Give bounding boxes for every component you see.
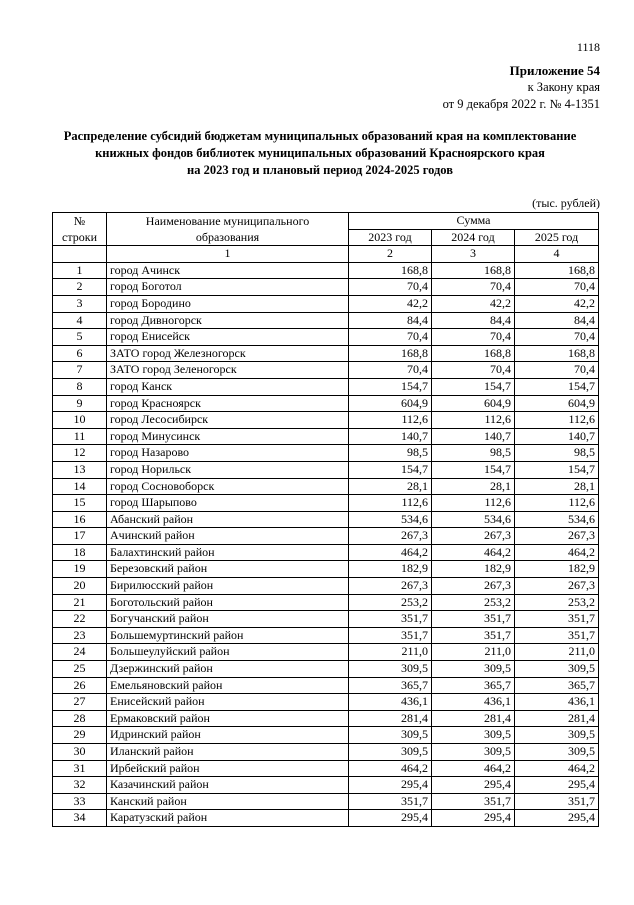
municipality-name: Бирилюсский район bbox=[107, 578, 349, 595]
amount-2024: 351,7 bbox=[432, 793, 515, 810]
amount-2025: 211,0 bbox=[515, 644, 599, 661]
amount-2024: 351,7 bbox=[432, 611, 515, 628]
row-number: 22 bbox=[53, 611, 107, 628]
amount-2023: 168,8 bbox=[349, 262, 432, 279]
amount-2025: 351,7 bbox=[515, 627, 599, 644]
municipality-name: город Ачинск bbox=[107, 262, 349, 279]
municipality-name: Большемуртинский район bbox=[107, 627, 349, 644]
row-number: 28 bbox=[53, 710, 107, 727]
table-row bbox=[53, 627, 599, 644]
amount-2023: 309,5 bbox=[349, 661, 432, 678]
header-sum: Сумма bbox=[349, 213, 599, 230]
amount-2023: 154,7 bbox=[349, 461, 432, 478]
amount-2025: 295,4 bbox=[515, 777, 599, 794]
amount-2023: 70,4 bbox=[349, 362, 432, 379]
amount-2023: 281,4 bbox=[349, 710, 432, 727]
row-number: 6 bbox=[53, 345, 107, 362]
table-row bbox=[53, 378, 599, 395]
row-number: 17 bbox=[53, 528, 107, 545]
municipality-name: город Норильск bbox=[107, 461, 349, 478]
row-number: 27 bbox=[53, 694, 107, 711]
amount-2023: 309,5 bbox=[349, 727, 432, 744]
amount-2024: 168,8 bbox=[432, 262, 515, 279]
table-row bbox=[53, 495, 599, 512]
heading-line-1: Распределение субсидий бюджетам муниципальных образований края на комплектование bbox=[63, 129, 577, 143]
row-number: 24 bbox=[53, 644, 107, 661]
municipality-name: Ачинский район bbox=[107, 528, 349, 545]
amount-2025: 604,9 bbox=[515, 395, 599, 412]
amount-2024: 211,0 bbox=[432, 644, 515, 661]
table-row bbox=[53, 744, 599, 761]
table-row bbox=[53, 528, 599, 545]
amount-2023: 604,9 bbox=[349, 395, 432, 412]
amount-2025: 351,7 bbox=[515, 793, 599, 810]
amount-2024: 70,4 bbox=[432, 279, 515, 296]
amount-2023: 309,5 bbox=[349, 744, 432, 761]
appendix-law-ref: к Закону края bbox=[527, 80, 600, 94]
row-number: 9 bbox=[53, 395, 107, 412]
amount-2023: 365,7 bbox=[349, 677, 432, 694]
row-number: 20 bbox=[53, 578, 107, 595]
amount-2023: 70,4 bbox=[349, 329, 432, 346]
amount-2025: 365,7 bbox=[515, 677, 599, 694]
municipality-name: город Красноярск bbox=[107, 395, 349, 412]
amount-2023: 267,3 bbox=[349, 528, 432, 545]
amount-2024: 112,6 bbox=[432, 495, 515, 512]
appendix-block bbox=[443, 62, 600, 113]
amount-2025: 112,6 bbox=[515, 412, 599, 429]
row-number: 11 bbox=[53, 428, 107, 445]
row-number: 29 bbox=[53, 727, 107, 744]
amount-2023: 464,2 bbox=[349, 760, 432, 777]
amount-2025: 70,4 bbox=[515, 329, 599, 346]
amount-2025: 436,1 bbox=[515, 694, 599, 711]
amount-2024: 154,7 bbox=[432, 461, 515, 478]
amount-2023: 112,6 bbox=[349, 495, 432, 512]
table-row bbox=[53, 561, 599, 578]
header-num-line1: № bbox=[73, 214, 86, 229]
municipality-name: ЗАТО город Железногорск bbox=[107, 345, 349, 362]
table-row bbox=[53, 445, 599, 462]
amount-2024: 28,1 bbox=[432, 478, 515, 495]
amount-2024: 98,5 bbox=[432, 445, 515, 462]
municipality-name: Ермаковский район bbox=[107, 710, 349, 727]
municipality-name: город Назарово bbox=[107, 445, 349, 462]
municipality-name: город Боготол bbox=[107, 279, 349, 296]
amount-2025: 267,3 bbox=[515, 528, 599, 545]
municipality-name: город Енисейск bbox=[107, 329, 349, 346]
amount-2025: 70,4 bbox=[515, 362, 599, 379]
header-index-name: 1 bbox=[107, 246, 349, 263]
row-number: 23 bbox=[53, 627, 107, 644]
municipality-name: ЗАТО город Зеленогорск bbox=[107, 362, 349, 379]
amount-2024: 309,5 bbox=[432, 727, 515, 744]
appendix-law-date: от 9 декабря 2022 г. № 4-1351 bbox=[442, 97, 600, 111]
amount-2024: 154,7 bbox=[432, 378, 515, 395]
amount-2024: 281,4 bbox=[432, 710, 515, 727]
table-row bbox=[53, 727, 599, 744]
table-row bbox=[53, 544, 599, 561]
amount-2024: 168,8 bbox=[432, 345, 515, 362]
amount-2024: 267,3 bbox=[432, 578, 515, 595]
table-row bbox=[53, 412, 599, 429]
municipality-name: Балахтинский район bbox=[107, 544, 349, 561]
table-row bbox=[53, 329, 599, 346]
table-row bbox=[53, 312, 599, 329]
amount-2025: 98,5 bbox=[515, 445, 599, 462]
row-number: 5 bbox=[53, 329, 107, 346]
header-name bbox=[107, 213, 349, 246]
row-number: 1 bbox=[53, 262, 107, 279]
units-label: (тыс. рублей) bbox=[532, 196, 600, 210]
amount-2024: 84,4 bbox=[432, 312, 515, 329]
amount-2024: 253,2 bbox=[432, 594, 515, 611]
row-number: 7 bbox=[53, 362, 107, 379]
table-row bbox=[53, 511, 599, 528]
row-number: 34 bbox=[53, 810, 107, 827]
header-num-line2: строки bbox=[62, 230, 97, 245]
amount-2024: 534,6 bbox=[432, 511, 515, 528]
municipality-name: Каратузский район bbox=[107, 810, 349, 827]
table-row bbox=[53, 478, 599, 495]
amount-2024: 295,4 bbox=[432, 777, 515, 794]
heading-line-2: книжных фондов библиотек муниципальных образований Красноярского края bbox=[95, 146, 545, 160]
header-row-number bbox=[53, 213, 107, 246]
table-row bbox=[53, 428, 599, 445]
amount-2024: 70,4 bbox=[432, 362, 515, 379]
amount-2025: 182,9 bbox=[515, 561, 599, 578]
row-number: 12 bbox=[53, 445, 107, 462]
row-number: 32 bbox=[53, 777, 107, 794]
amount-2024: 42,2 bbox=[432, 295, 515, 312]
row-number: 3 bbox=[53, 295, 107, 312]
amount-2025: 267,3 bbox=[515, 578, 599, 595]
amount-2023: 42,2 bbox=[349, 295, 432, 312]
amount-2023: 182,9 bbox=[349, 561, 432, 578]
amount-2023: 98,5 bbox=[349, 445, 432, 462]
table-row bbox=[53, 710, 599, 727]
amount-2023: 112,6 bbox=[349, 412, 432, 429]
row-number: 31 bbox=[53, 760, 107, 777]
amount-2024: 604,9 bbox=[432, 395, 515, 412]
row-number: 15 bbox=[53, 495, 107, 512]
table-row bbox=[53, 262, 599, 279]
municipality-name: Богучанский район bbox=[107, 611, 349, 628]
amount-2025: 309,5 bbox=[515, 727, 599, 744]
table-row bbox=[53, 760, 599, 777]
municipality-name: Березовский район bbox=[107, 561, 349, 578]
row-number: 16 bbox=[53, 511, 107, 528]
amount-2024: 112,6 bbox=[432, 412, 515, 429]
amount-2023: 140,7 bbox=[349, 428, 432, 445]
header-index-empty bbox=[53, 246, 107, 263]
amount-2023: 211,0 bbox=[349, 644, 432, 661]
municipality-name: город Лесосибирск bbox=[107, 412, 349, 429]
amount-2023: 28,1 bbox=[349, 478, 432, 495]
row-number: 10 bbox=[53, 412, 107, 429]
amount-2024: 140,7 bbox=[432, 428, 515, 445]
row-number: 13 bbox=[53, 461, 107, 478]
amount-2023: 70,4 bbox=[349, 279, 432, 296]
amount-2024: 182,9 bbox=[432, 561, 515, 578]
amount-2025: 464,2 bbox=[515, 760, 599, 777]
table-row bbox=[53, 777, 599, 794]
row-number: 14 bbox=[53, 478, 107, 495]
amount-2023: 295,4 bbox=[349, 810, 432, 827]
municipality-name: Большеулуйский район bbox=[107, 644, 349, 661]
table-row bbox=[53, 694, 599, 711]
header-2023: 2023 год bbox=[349, 229, 432, 246]
municipality-name: город Дивногорск bbox=[107, 312, 349, 329]
header-index-2024: 3 bbox=[432, 246, 515, 263]
appendix-title: Приложение 54 bbox=[509, 63, 600, 78]
municipality-name: Емельяновский район bbox=[107, 677, 349, 694]
amount-2023: 464,2 bbox=[349, 544, 432, 561]
table-row bbox=[53, 661, 599, 678]
municipality-name: город Шарыпово bbox=[107, 495, 349, 512]
amount-2025: 168,8 bbox=[515, 345, 599, 362]
table-row bbox=[53, 644, 599, 661]
table-body bbox=[53, 262, 599, 826]
row-number: 25 bbox=[53, 661, 107, 678]
amount-2025: 464,2 bbox=[515, 544, 599, 561]
table-row bbox=[53, 611, 599, 628]
amount-2024: 351,7 bbox=[432, 627, 515, 644]
amount-2025: 351,7 bbox=[515, 611, 599, 628]
municipality-name: город Канск bbox=[107, 378, 349, 395]
table-row bbox=[53, 793, 599, 810]
row-number: 21 bbox=[53, 594, 107, 611]
amount-2025: 253,2 bbox=[515, 594, 599, 611]
subsidy-table bbox=[52, 212, 599, 827]
amount-2025: 70,4 bbox=[515, 279, 599, 296]
amount-2023: 436,1 bbox=[349, 694, 432, 711]
municipality-name: Абанский район bbox=[107, 511, 349, 528]
row-number: 18 bbox=[53, 544, 107, 561]
municipality-name: Идринский район bbox=[107, 727, 349, 744]
amount-2023: 253,2 bbox=[349, 594, 432, 611]
municipality-name: Дзержинский район bbox=[107, 661, 349, 678]
amount-2025: 295,4 bbox=[515, 810, 599, 827]
row-number: 30 bbox=[53, 744, 107, 761]
amount-2023: 154,7 bbox=[349, 378, 432, 395]
table-row bbox=[53, 677, 599, 694]
amount-2025: 281,4 bbox=[515, 710, 599, 727]
header-name-line1: Наименование муниципального bbox=[145, 214, 310, 229]
row-number: 19 bbox=[53, 561, 107, 578]
amount-2023: 351,7 bbox=[349, 793, 432, 810]
page-number: 1118 bbox=[576, 40, 600, 54]
table-header bbox=[53, 213, 599, 263]
amount-2023: 168,8 bbox=[349, 345, 432, 362]
row-number: 26 bbox=[53, 677, 107, 694]
amount-2024: 365,7 bbox=[432, 677, 515, 694]
amount-2025: 42,2 bbox=[515, 295, 599, 312]
table-row bbox=[53, 461, 599, 478]
amount-2024: 464,2 bbox=[432, 760, 515, 777]
municipality-name: город Бородино bbox=[107, 295, 349, 312]
row-number: 2 bbox=[53, 279, 107, 296]
table-row bbox=[53, 295, 599, 312]
table-row bbox=[53, 594, 599, 611]
amount-2025: 154,7 bbox=[515, 461, 599, 478]
amount-2025: 154,7 bbox=[515, 378, 599, 395]
amount-2024: 309,5 bbox=[432, 661, 515, 678]
table-row bbox=[53, 810, 599, 827]
row-number: 33 bbox=[53, 793, 107, 810]
amount-2023: 534,6 bbox=[349, 511, 432, 528]
amount-2024: 267,3 bbox=[432, 528, 515, 545]
amount-2025: 140,7 bbox=[515, 428, 599, 445]
municipality-name: Ирбейский район bbox=[107, 760, 349, 777]
amount-2023: 295,4 bbox=[349, 777, 432, 794]
table-row bbox=[53, 279, 599, 296]
amount-2024: 436,1 bbox=[432, 694, 515, 711]
table-row bbox=[53, 578, 599, 595]
municipality-name: город Сосновоборск bbox=[107, 478, 349, 495]
municipality-name: Казачинский район bbox=[107, 777, 349, 794]
municipality-name: Енисейский район bbox=[107, 694, 349, 711]
municipality-name: Боготольский район bbox=[107, 594, 349, 611]
amount-2023: 84,4 bbox=[349, 312, 432, 329]
table-row bbox=[53, 345, 599, 362]
amount-2024: 70,4 bbox=[432, 329, 515, 346]
table-row bbox=[53, 395, 599, 412]
amount-2024: 295,4 bbox=[432, 810, 515, 827]
header-index-2025: 4 bbox=[515, 246, 599, 263]
amount-2025: 112,6 bbox=[515, 495, 599, 512]
heading-line-3: на 2023 год и плановый период 2024-2025 годов bbox=[187, 163, 453, 177]
amount-2025: 309,5 bbox=[515, 744, 599, 761]
header-name-line2: образования bbox=[195, 230, 260, 245]
amount-2024: 309,5 bbox=[432, 744, 515, 761]
document-heading bbox=[40, 128, 600, 179]
amount-2023: 267,3 bbox=[349, 578, 432, 595]
row-number: 8 bbox=[53, 378, 107, 395]
municipality-name: Иланский район bbox=[107, 744, 349, 761]
amount-2024: 464,2 bbox=[432, 544, 515, 561]
amount-2023: 351,7 bbox=[349, 611, 432, 628]
amount-2025: 28,1 bbox=[515, 478, 599, 495]
municipality-name: город Минусинск bbox=[107, 428, 349, 445]
amount-2025: 168,8 bbox=[515, 262, 599, 279]
municipality-name: Канский район bbox=[107, 793, 349, 810]
amount-2025: 309,5 bbox=[515, 661, 599, 678]
header-index-2023: 2 bbox=[349, 246, 432, 263]
header-2025: 2025 год bbox=[515, 229, 599, 246]
amount-2025: 84,4 bbox=[515, 312, 599, 329]
amount-2025: 534,6 bbox=[515, 511, 599, 528]
table-row bbox=[53, 362, 599, 379]
header-2024: 2024 год bbox=[432, 229, 515, 246]
amount-2023: 351,7 bbox=[349, 627, 432, 644]
row-number: 4 bbox=[53, 312, 107, 329]
